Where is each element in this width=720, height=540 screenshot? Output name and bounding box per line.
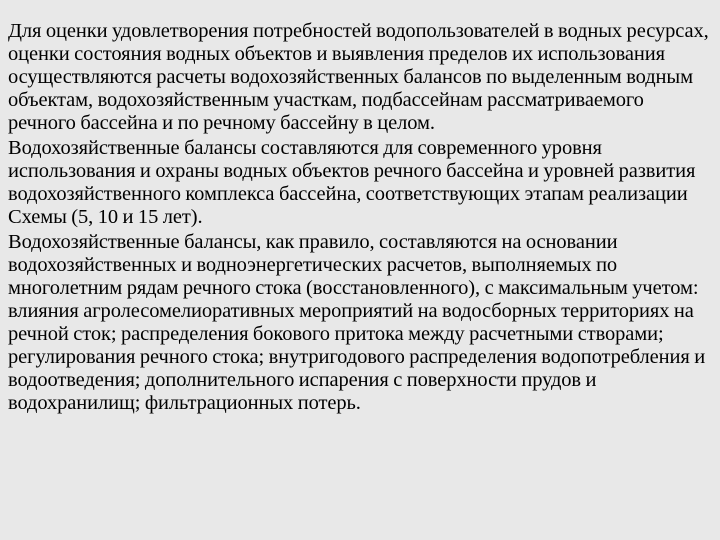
paragraph-balance-calculations: Водохозяйственные балансы, как правило, составляются на основании водохозяйственных и водноэнергетических расчетов, выполняемых по многолетним рядам речного стока (восстановленного), с максимальным учетом: влияния агролесомелиоративных мероприятий на водосборных территориях на речной сток; распределения бокового притока между расчетными створами; регулирования речного стока; внутригодового распределения водопотребления и водоотведения; дополнительного испарения с поверхности прудов и водохранилищ; фильтрационных потерь. xyxy=(8,231,706,414)
slide-body-text xyxy=(8,20,716,415)
paragraph-water-balance-purpose: Для оценки удовлетворения потребностей водопользователей в водных ресурсах, оценки состояния водных объектов и выявления пределов их использования осуществляются расчеты водохозяйственных балансов по выделенным водным объектам, водохозяйственным участкам, подбассейнам рассматриваемого речного бассейна и по речному бассейну в целом. xyxy=(8,20,709,134)
paragraph-balance-levels: Водохозяйственные балансы составляются для современного уровня использования и охраны водных объектов речного бассейна и уровней развития водохозяйственного комплекса бассейна, соответствующих этапам реализации Схемы (5, 10 и 15 лет). xyxy=(8,137,696,228)
